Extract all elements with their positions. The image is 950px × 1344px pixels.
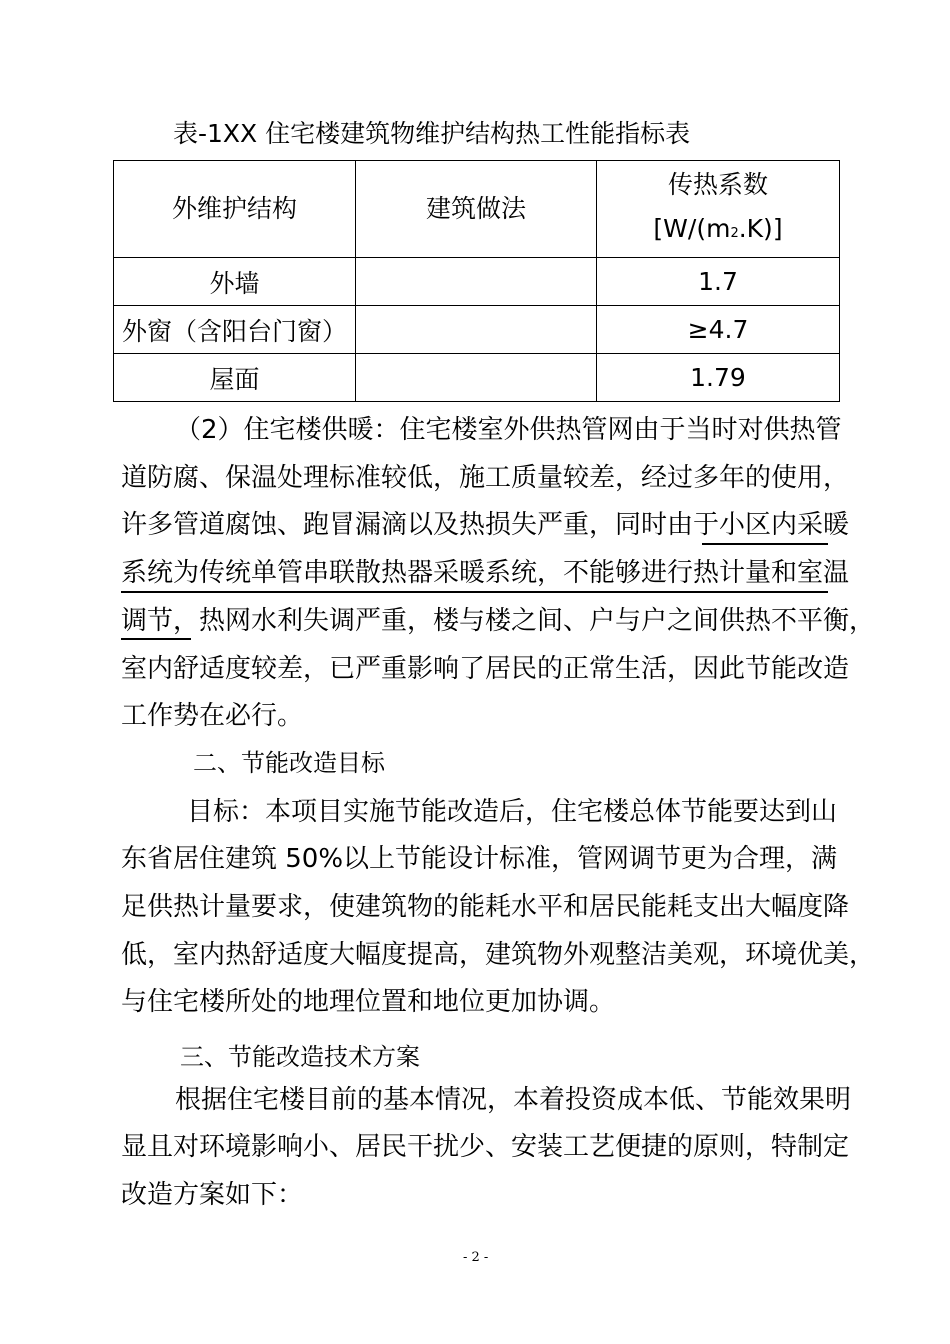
cell-structure: 屋面 [114,354,356,402]
section-heading: 三、节能改造技术方案 [180,1043,420,1071]
cell-structure: 外墙 [114,258,356,306]
paragraph-line: 与住宅楼所处的地理位置和地位更加协调。 [121,987,616,1017]
underline-mark [121,591,828,593]
cell-structure: 外窗（含阳台门窗） [114,306,356,354]
cell-coefficient: ≥4.7 [597,306,840,354]
paragraph-line: 东省居住建筑 50%以上节能设计标准，管网调节更为合理，满 [121,844,838,874]
paragraph-line: 系统为传统单管串联散热器采暖系统，不能够进行热计量和室温 [121,558,850,588]
cell-method [356,258,597,306]
section-heading: 二、节能改造目标 [193,749,385,777]
page-number: - 2 - [463,1250,489,1265]
paragraph-line: 足供热计量要求，使建筑物的能耗水平和居民能耗支出大幅度降 [121,892,850,922]
header-structure: 外维护结构 [114,161,356,258]
table-title: 表-1XX 住宅楼建筑物维护结构热工性能指标表 [173,119,691,148]
table-row [114,306,840,354]
paragraph-line: 工作势在必行。 [121,701,304,731]
cell-method [356,306,597,354]
header-method: 建筑做法 [356,161,597,258]
table-header-row [114,161,840,258]
paragraph-line: 许多管道腐蚀、跑冒漏滴以及热损失严重，同时由于小区内采暖 [121,510,850,540]
paragraph-line: 根据住宅楼目前的基本情况，本着投资成本低、节能效果明 [175,1085,852,1115]
paragraph-line: （2）住宅楼供暖：住宅楼室外供热管网由于当时对供热管 [175,415,842,445]
cell-coefficient: 1.7 [597,258,840,306]
paragraph-line: 低，室内热舒适度大幅度提高，建筑物外观整洁美观，环境优美， [121,940,876,970]
header-coefficient [597,161,840,258]
paragraph-line: 目标：本项目实施节能改造后，住宅楼总体节能要达到山 [187,797,838,827]
paragraph-line: 室内舒适度较差，已严重影响了居民的正常生活，因此节能改造 [121,654,850,684]
paragraph-line: 改造方案如下： [121,1180,304,1210]
header-coefficient-label: 传热系数 [667,169,768,199]
paragraph-line: 道防腐、保温处理标准较低，施工质量较差，经过多年的使用， [121,463,850,493]
table-row [114,354,840,402]
underline-mark [121,638,191,640]
paragraph-line: 调节，热网水利失调严重，楼与楼之间、户与户之间供热不平衡， [121,606,876,636]
thermal-performance-table [113,160,840,402]
underline-mark [702,543,828,545]
table-row [114,258,840,306]
header-coefficient-unit: [W/(m2.K)] [653,213,783,243]
cell-coefficient: 1.79 [597,354,840,402]
paragraph-line: 显且对环境影响小、居民干扰少、安装工艺便捷的原则，特制定 [121,1132,850,1162]
cell-method [356,354,597,402]
